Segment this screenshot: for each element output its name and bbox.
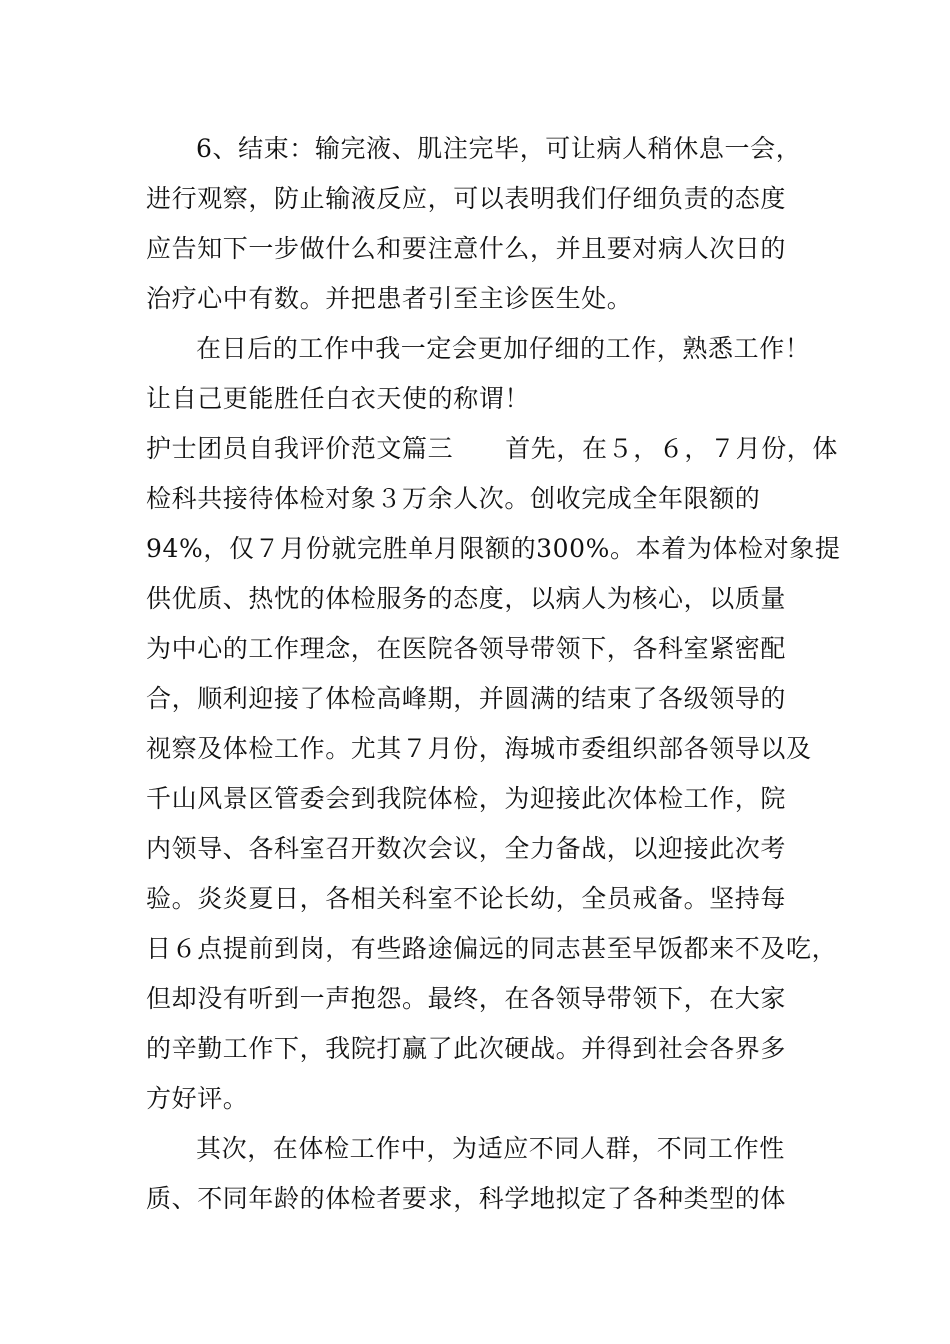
paragraph-line: 让自己更能胜任白衣天使的称谓！ — [146, 384, 531, 413]
paragraph-line: 方好评。 — [146, 1084, 249, 1113]
paragraph-line: 应告知下一步做什么和要注意什么，并且要对病人次日的 — [146, 234, 787, 263]
paragraph-line: 质、不同年龄的体检者要求，科学地拟定了各种类型的体 — [146, 1184, 787, 1213]
paragraph-line: 合，顺利迎接了体检高峰期，并圆满的结束了各级领导的 — [146, 684, 787, 713]
paragraph-line: 治疗心中有数。并把患者引至主诊医生处。 — [146, 284, 633, 313]
paragraph-line: 供优质、热忱的体检服务的态度，以病人为核心，以质量 — [146, 584, 787, 613]
paragraph-line: 94%，仅７月份就完胜单月限额的300%。本着为体检对象提 — [146, 534, 841, 563]
paragraph-line: 内领导、各科室召开数次会议，全力备战，以迎接此次考 — [146, 834, 787, 863]
paragraph-line: 为中心的工作理念，在医院各领导带领下，各科室紧密配 — [146, 634, 787, 663]
paragraph-line: 验。炎炎夏日，各相关科室不论长幼，全员戒备。坚持每 — [146, 884, 787, 913]
paragraph-line: 但却没有听到一声抱怨。最终，在各领导带领下，在大家 — [146, 984, 787, 1013]
paragraph-line: 千山风景区管委会到我院体检，为迎接此次体检工作，院 — [146, 784, 787, 813]
paragraph-line: 其次，在体检工作中，为适应不同人群，不同工作性 — [196, 1134, 785, 1163]
paragraph-line: 日６点提前到岗，有些路途偏远的同志甚至早饭都来不及吃， — [146, 934, 838, 963]
paragraph-line: 的辛勤工作下，我院打赢了此次硬战。并得到社会各界多 — [146, 1034, 787, 1063]
paragraph-line: 检科共接待体检对象３万余人次。创收完成全年限额的 — [146, 484, 761, 513]
paragraph-line: 进行观察，防止输液反应，可以表明我们仔细负责的态度 — [146, 184, 787, 213]
paragraph-line: 视察及体检工作。尤其７月份，海城市委组织部各领导以及 — [146, 734, 812, 763]
section-heading-line — [146, 434, 838, 464]
paragraph-line: 在日后的工作中我一定会更加仔细的工作，熟悉工作！ — [196, 334, 811, 363]
paragraph-line: 6、结束：输完液、肌注完毕，可让病人稍休息一会， — [196, 134, 802, 163]
paragraph-text: 首先，在５，６，７月份，体 — [505, 434, 839, 463]
section-heading: 护士团员自我评价范文篇三 — [146, 434, 454, 463]
